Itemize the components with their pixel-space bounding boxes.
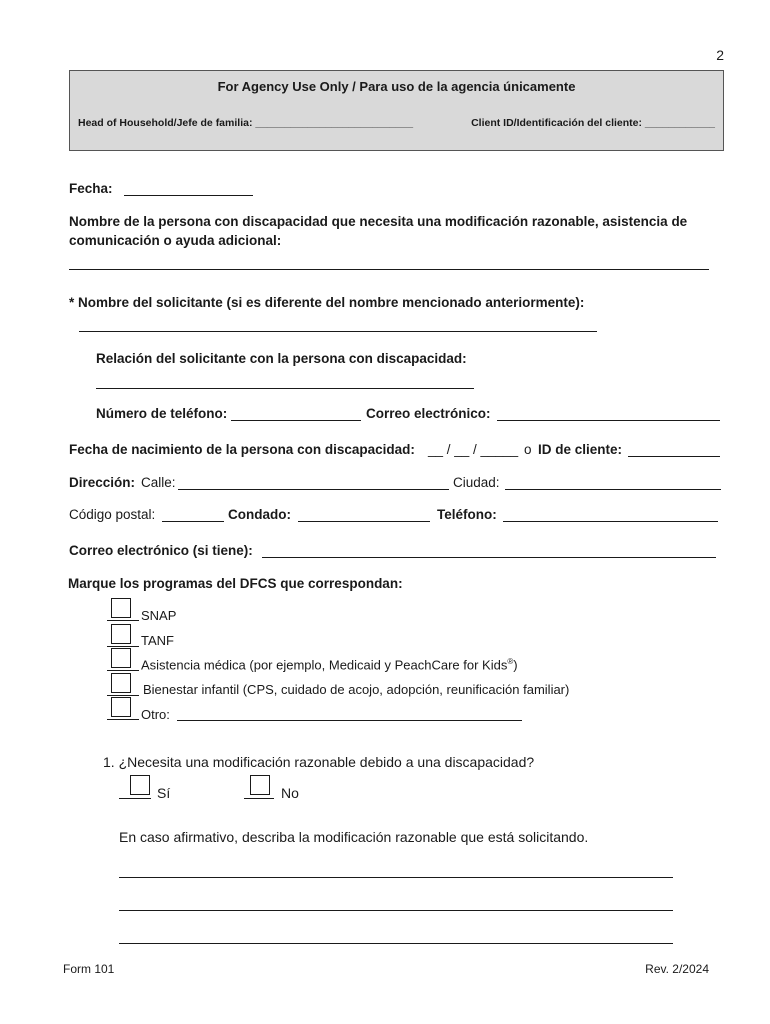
correo-si-tiene-field[interactable] bbox=[262, 557, 716, 558]
correo-field[interactable] bbox=[497, 420, 720, 421]
otro-checkbox-line bbox=[107, 719, 139, 720]
tanf-checkbox[interactable] bbox=[111, 624, 131, 644]
nombre-persona-label-2: comunicación o ayuda adicional: bbox=[69, 233, 282, 248]
tanf-label: TANF bbox=[141, 633, 174, 648]
registered-mark: ® bbox=[507, 657, 514, 666]
otro-checkbox[interactable] bbox=[111, 697, 131, 717]
ciudad-field[interactable] bbox=[505, 489, 721, 490]
asistencia-medica-checkbox-line bbox=[107, 670, 139, 671]
bienestar-infantil-checkbox-line bbox=[107, 695, 139, 696]
calle-label: Calle: bbox=[141, 475, 176, 490]
page-number: 2 bbox=[716, 47, 724, 63]
codigo-postal-field[interactable] bbox=[162, 521, 224, 522]
telefono-label: Número de teléfono: bbox=[96, 406, 228, 421]
si-label: Sí bbox=[157, 785, 171, 801]
agency-use-box bbox=[69, 70, 724, 151]
relacion-label: Relación del solicitante con la persona con discapacidad: bbox=[96, 351, 467, 366]
no-checkbox-line bbox=[244, 798, 274, 799]
tanf-checkbox-line bbox=[107, 646, 139, 647]
codigo-postal-label: Código postal: bbox=[69, 507, 156, 522]
head-of-household-label: Head of Household/Jefe de familia: ___________________________ bbox=[78, 117, 414, 129]
nombre-persona-field[interactable] bbox=[69, 269, 709, 270]
condado-label: Condado: bbox=[228, 507, 291, 522]
no-label: No bbox=[281, 785, 299, 801]
agency-box-row bbox=[78, 117, 715, 129]
o-text: o bbox=[524, 442, 532, 457]
afirmativo-text: En caso afirmativo, describa la modificación razonable que está solicitando. bbox=[119, 829, 589, 845]
bienestar-infantil-label: Bienestar infantil (CPS, cuidado de acojo, adopción, reunificación familiar) bbox=[143, 682, 570, 697]
nombre-persona-label-1: Nombre de la persona con discapacidad que necesita una modificación razonable, asistencia de bbox=[69, 214, 688, 229]
fecha-nacimiento-field[interactable]: __ / __ / _____ bbox=[428, 442, 519, 457]
fecha-label: Fecha: bbox=[69, 181, 113, 196]
programas-label: Marque los programas del DFCS que correspondan: bbox=[68, 576, 403, 591]
asistencia-medica-checkbox[interactable] bbox=[111, 648, 131, 668]
ciudad-label: Ciudad: bbox=[453, 475, 500, 490]
id-cliente-field[interactable] bbox=[628, 456, 720, 457]
descripcion-line-1[interactable] bbox=[119, 877, 673, 878]
footer-revision: Rev. 2/2024 bbox=[645, 962, 709, 976]
id-cliente-label: ID de cliente: bbox=[538, 442, 623, 457]
direccion-label: Dirección: bbox=[69, 475, 136, 490]
descripcion-line-2[interactable] bbox=[119, 910, 673, 911]
fecha-field[interactable] bbox=[124, 195, 253, 196]
otro-label: Otro: bbox=[141, 707, 170, 722]
telefono-field[interactable] bbox=[231, 420, 361, 421]
bienestar-infantil-checkbox[interactable] bbox=[111, 673, 131, 693]
solicitante-field[interactable] bbox=[79, 331, 597, 332]
descripcion-line-3[interactable] bbox=[119, 943, 673, 944]
si-checkbox-line bbox=[119, 798, 151, 799]
relacion-field[interactable] bbox=[96, 388, 474, 389]
calle-field[interactable] bbox=[178, 489, 449, 490]
otro-field[interactable] bbox=[177, 720, 522, 721]
snap-label: SNAP bbox=[141, 608, 177, 623]
si-checkbox[interactable] bbox=[130, 775, 150, 795]
snap-checkbox[interactable] bbox=[111, 598, 131, 618]
snap-checkbox-line bbox=[107, 620, 139, 621]
no-checkbox[interactable] bbox=[250, 775, 270, 795]
asistencia-medica-label: Asistencia médica (por ejemplo, Medicaid y PeachCare for Kids®) bbox=[141, 657, 518, 673]
telefono2-label: Teléfono: bbox=[437, 507, 497, 522]
telefono2-field[interactable] bbox=[503, 521, 718, 522]
question-1: 1. ¿Necesita una modificación razonable debido a una discapacidad? bbox=[103, 754, 535, 770]
condado-field[interactable] bbox=[298, 521, 430, 522]
client-id-label: Client ID/Identificación del cliente: ____________ bbox=[471, 117, 715, 129]
correo-label: Correo electrónico: bbox=[366, 406, 491, 421]
footer-form-number: Form 101 bbox=[63, 962, 115, 976]
fecha-nacimiento-label: Fecha de nacimiento de la persona con discapacidad: bbox=[69, 442, 415, 457]
correo-si-tiene-label: Correo electrónico (si tiene): bbox=[69, 543, 253, 558]
solicitante-label: * Nombre del solicitante (si es diferente del nombre mencionado anteriormente): bbox=[69, 295, 585, 310]
agency-box-title: For Agency Use Only / Para uso de la agencia únicamente bbox=[217, 79, 576, 94]
